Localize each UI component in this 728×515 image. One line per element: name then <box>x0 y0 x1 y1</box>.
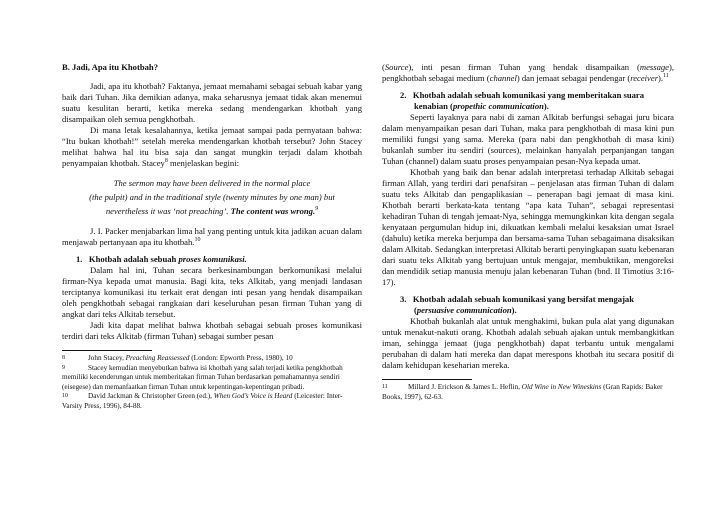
list-heading-text: Khotbah adalah sebuah komunikasi yang memberitakan suara kenabian ( <box>412 90 645 111</box>
paragraph: Khotbah bukanlah alat untuk menghakimi, bukan pula alat yang digunakan untuk menakut-nakuti orang. Khotbah adalah sebuah ajakan untuk membangkitkan iman, sehingga jemaat (juga pengkhotbah) dapat terbantu untuk mengalami perubahan di dalam hati mereka dan dapat merespons khotbah itu secara positif di dalam kehidupan keseharian mereka. <box>382 316 674 370</box>
footnote <box>62 354 362 364</box>
paragraph-text: J. I. Packer menjabarkan lima hal yang penting untuk kita jadikan acuan dalam menjawab pertanyaan apa itu khotbah. <box>62 226 362 247</box>
block-quote-line: The sermon may have been delivered in the normal place <box>113 178 311 188</box>
block-quote-line: (the pulpit) and in the traditional style (twenty minutes by one man) but <box>89 192 335 202</box>
paragraph-text: ), inti pesan firman Tuhan yang hendak disampaikan ( <box>408 62 640 72</box>
paragraph-text: ) dan jemaat sebagai pendengar ( <box>516 73 631 83</box>
quote-text: nevertheless it was ‘not preaching’. <box>105 206 231 216</box>
footnote-ref: 10 <box>194 237 201 244</box>
footnote <box>62 392 362 411</box>
footnote <box>62 364 362 393</box>
list-heading-text: ). <box>543 101 549 111</box>
footnote <box>382 383 674 402</box>
quote-emphasis: The content was wrong. <box>230 206 316 216</box>
list-item-heading <box>62 254 362 265</box>
term: channel <box>489 73 517 83</box>
list-number: 3. <box>400 294 407 304</box>
paragraph <box>382 62 674 84</box>
paragraph <box>62 125 362 169</box>
footnote-separator <box>62 350 152 351</box>
list-item-heading <box>382 294 674 316</box>
paragraph <box>62 226 362 248</box>
footnote-text: (London: Epworth Press, 1980), 10 <box>189 354 293 362</box>
paragraph: Khotbah yang baik dan benar adalah interpretasi terhadap Alkitab sebagai firman Allah, yang terdiri dari penafsiran – penjelasan atas firman Tuhan di dalam suatu teks Alkitab dan pengaplikasian – penerapan bagi jemaat di masa kini. Khotbah berarti berkata-kata tentang “apa kata Tuhan”, sebagai representasi kehadiran Tuhan di tengah jemaat-Nya, sehingga memungkinkan kita dengan segala kenyataan pergumulan hidup ini, dikuatkan kembali melalui kesaksian umat Israel (dahulu) ketika mereka berjumpa dan bersama-sama Tuhan sebagaimana disaksikan dalam Alkitab. Sedangkan interpretasi Alkitab berarti penyingkapan suatu kebenaran dari suatu teks Alkitab yang bertujuan untuk mengajar, membuktikan, mengoreksi dan mendidik setiap manusia menuju jalan kebenaran Tuhan (bnd. II Timotius 3:16-17). <box>382 167 674 287</box>
list-heading-emphasis: proses komunikasi. <box>178 254 247 264</box>
footnote-ref: 11 <box>663 73 669 80</box>
list-number: 2. <box>400 90 407 100</box>
footnote-title: Preaching Reassessed <box>125 354 190 362</box>
footnote-text: (Gran Rapids: Baker Books, 1997), 62-63. <box>382 383 663 401</box>
footnote-ref: 9 <box>315 206 319 213</box>
paragraph: Dalam hal ini, Tuhan secara berkesinambungan berkomunikasi melalui firman-Nya kepada umat manusia. Bagi kita, teks Alkitab, yang menjadi landasan terciptanya komunikasi itu terkait erat dengan inti pesan yang hendak disampaikan oleh pengkhotbah sebagai rangkaian dari keseluruhan pesan firman Tuhan yang di angkat dari teks Alkitab tersebut. <box>62 265 362 319</box>
footnote-mark: 10 <box>62 393 68 400</box>
footnote-text: Millard J. Erickson & James L. Heflin, <box>408 383 522 391</box>
paragraph: Seperti layaknya para nabi di zaman Alkitab berfungsi sebagai juru bicara dalam menyampaikan pesan dari Tuhan, maka para pengkhotbah di masa kini pun memiliki fungsi yang sama. Mereka (para nabi dan pengkhotbah di masa kini) bukanlah sumber itu sendiri (sources), melainkan hanyalah perpanjangan tangan Tuhan (channel) dalam suatu proses penyampaian pesan-Nya kepada umat. <box>382 112 674 166</box>
footnote-mark: 9 <box>62 364 65 371</box>
section-heading: B. Jadi, Apa itu Khotbah? <box>62 62 158 72</box>
paragraph: Jadi, apa itu khotbah? Faktanya, jemaat memahami sebagai sebuah kabar yang baik dari Tuhan. Jika demikian adanya, maka seharusnya jemaat tidak akan menemui suatu kesulitan berarti, ketika mereka sedang mendengarkan khotbah yang disampaikan oleh semua pengkhotbah. <box>62 81 362 124</box>
right-column <box>382 62 674 402</box>
list-heading-emphasis: persuasive communication <box>416 305 512 315</box>
left-column <box>62 62 362 412</box>
footnote-mark: 8 <box>62 355 65 361</box>
list-heading-text: Khotbah adalah sebuah <box>88 254 179 264</box>
term: message <box>639 62 669 72</box>
block-quote-line <box>62 206 362 217</box>
footnote-separator <box>382 379 472 380</box>
paragraph-text: ), pengkhotbah sebagai medium ( <box>382 62 674 83</box>
footnote-text: (Leicester: Inter-Varsity Press, 1996), 84-88. <box>62 392 343 410</box>
footnote-mark: 11 <box>382 384 388 390</box>
paragraph-text: menjelaskan begini: <box>167 158 239 168</box>
term: Source <box>384 62 409 72</box>
paragraph-text: ( <box>382 62 385 72</box>
footnote-text: David Jackman & Christopher Green (ed.), <box>88 392 214 401</box>
list-heading-text: Khotbah adalah sebuah komunikasi yang bersifat mengajak ( <box>412 294 635 315</box>
list-heading-text: ). <box>511 305 517 315</box>
footnote-text: John Stacey, <box>88 354 126 362</box>
footnote-ref: 8 <box>164 158 168 165</box>
term: receiver <box>630 73 659 83</box>
list-heading-emphasis: propethic communication <box>452 101 544 111</box>
footnote-title: When God’s Voice is Heard <box>213 392 293 401</box>
paragraph: Jadi kita dapat melihat bahwa khotbah sebagai sebuah proses komunikasi terdiri dari teks Alkitab (firman Tuhan) sebagai sumber pesan <box>62 320 362 341</box>
paragraph-text: Di mana letak kesalahannya, ketika jemaat sampai pada pernyataan bahwa: “Itu bukan khotbah!” setelah mereka mendengarkan khotbah tersebut? John Stacey melihat bahwa hal itu bisa saja dan sangat mungkin terjadi dalam khotbah penyampaian khotbah. Stacey <box>62 125 362 168</box>
footnote-title: Old Wine in New Wineskins <box>521 383 602 391</box>
paragraph-text: ). <box>658 73 664 83</box>
footnote-text: Stacey kemudian menyebutkan bahwa isi khotbah yang salah terjadi ketika pengkhotbah memiliki kecenderungan untuk memberitakan firman Tuhan berdasarkan pemahamannya sendiri (eisegese) dan memanfaatkan firman Tuhan untuk kepentingan-kepentingan pribadi. <box>62 363 343 391</box>
list-number: 1. <box>76 254 83 264</box>
list-item-heading <box>382 90 674 112</box>
